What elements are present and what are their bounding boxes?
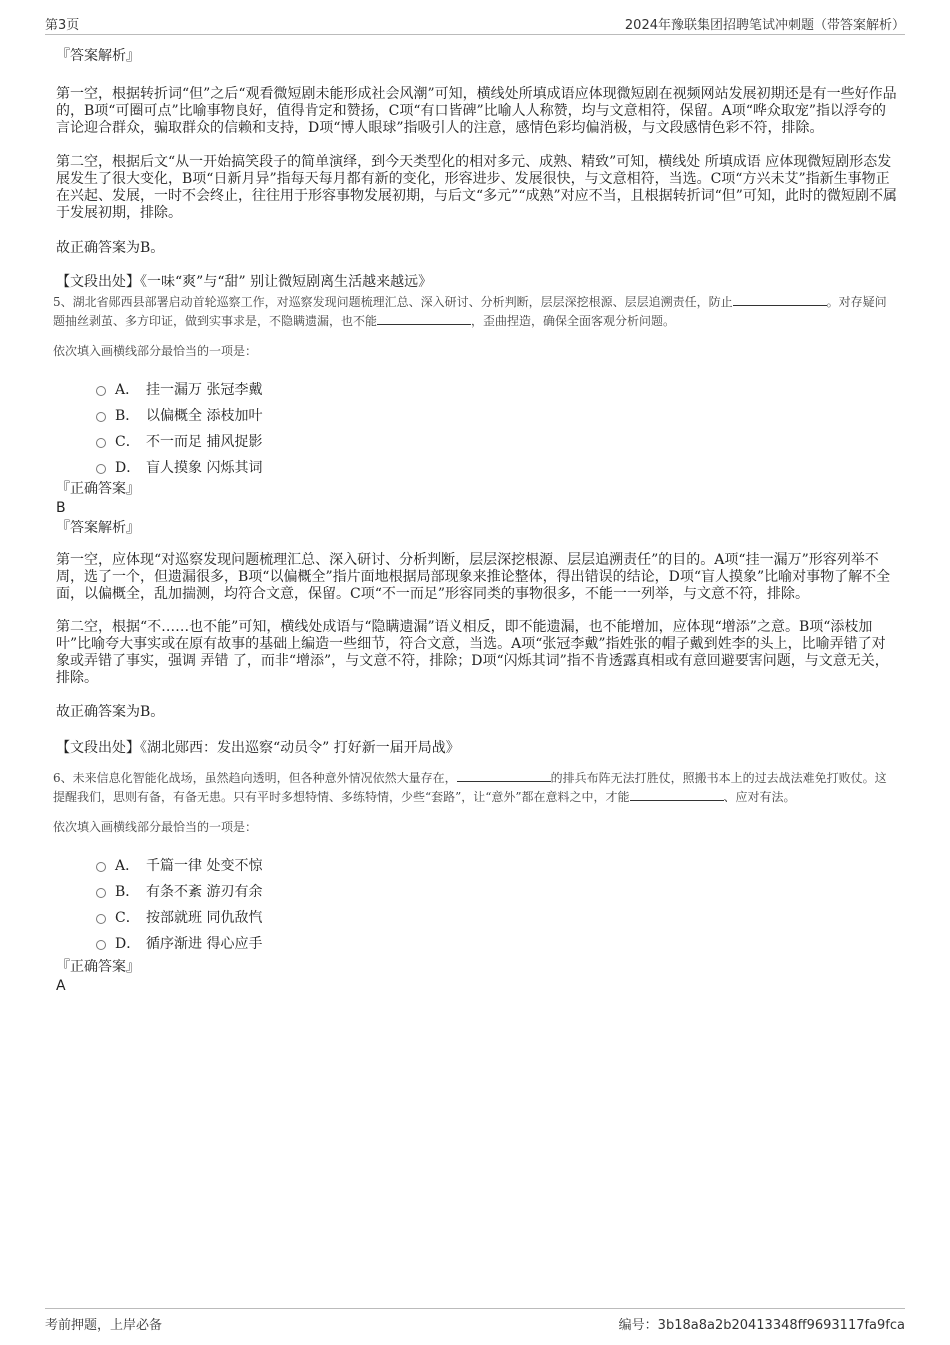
- source-citation: 【文段出处】《湖北郧西：发出巡察“动员令” 打好新一届开局战》: [56, 740, 460, 756]
- page-footer: [45, 1308, 905, 1335]
- option-d[interactable]: D． 盲人摸象 闪烁其词: [96, 455, 898, 481]
- option-b[interactable]: B． 以偏概全 添枝加叶: [96, 403, 898, 429]
- options-list: [56, 853, 898, 957]
- conclusion: 故正确答案为B。: [56, 240, 165, 256]
- answer-blank: [630, 788, 724, 801]
- analysis-paragraph: 第二空，根据“不……也不能”可知，横线处成语与“隐瞒遗漏”语义相反，即不能遗漏，也不能增加，应体现“增添”之意。B项“添枝加叶”比喻夸大事实或在原有故事的基础上编造一些细节，符合文意，当选。A项“张冠李戴”指姓张的帽子戴到姓李的头上，比喻弄错了对象或弄错了事实，强调 弄错 了，而非“增添”，与文意不符，排除；D项“闪烁其词”指不肯透露真相或有意回避要害问题，与文意无关，排除。: [56, 619, 889, 686]
- answer-blank: [733, 293, 827, 306]
- radio-icon[interactable]: [96, 464, 106, 474]
- option-d[interactable]: D． 循序渐进 得心应手: [96, 931, 898, 957]
- option-a[interactable]: A． 千篇一律 处变不惊: [96, 853, 898, 879]
- radio-icon[interactable]: [96, 412, 106, 422]
- option-c[interactable]: C． 不一而足 捕风捉影: [96, 429, 898, 455]
- radio-icon[interactable]: [96, 914, 106, 924]
- radio-icon[interactable]: [96, 888, 106, 898]
- page-number: 第3页: [45, 18, 80, 33]
- radio-icon[interactable]: [96, 940, 106, 950]
- question-prompt: 依次填入画横线部分最恰当的一项是：: [53, 344, 258, 358]
- radio-icon[interactable]: [96, 862, 106, 872]
- analysis-paragraph: 第二空，根据后文“从一开始搞笑段子的简单演绎，到今天类型化的相对多元、成熟、精致”可知，横线处 所填成语 应体现微短剧形态发展发生了很大变化，B项“日新月异”指每天每月都有新的变化，形容进步、发展很快，与文意相符，当选。C项“方兴未艾”指新生事物正在兴起、发展，一时不会终止，往往用于形容事物发展初期，与后文“多元”“成熟”对应不当，且根据转折词“但”可知，此时的微短剧不属于发展初期，排除。: [56, 154, 897, 221]
- option-a[interactable]: A． 挂一漏万 张冠李戴: [96, 377, 898, 403]
- question-prompt: 依次填入画横线部分最恰当的一项是：: [53, 820, 258, 834]
- source-citation: 【文段出处】《一味“爽”与“甜” 别让微短剧离生活越来越远》: [56, 274, 433, 290]
- correct-answer: B: [56, 500, 66, 516]
- options-list: [56, 377, 898, 481]
- question-stem: 5、湖北省郧西县部署启动首轮巡察工作，对巡察发现问题梳理汇总、深入研讨、分析判断，层层深挖根源、层层追溯责任，防止 。对存疑问题抽丝剥茧、多方印证，做到实事求是，不隐瞒遗漏，也不能 ，歪曲捏造，确保全面客观分析问题。: [53, 295, 887, 328]
- analysis-paragraph: 第一空，应体现“对巡察发现问题梳理汇总、深入研讨、分析判断，层层深挖根源、层层追溯责任”的目的。A项“挂一漏万”形容列举不周，选了一个，但遗漏很多，B项“以偏概全”指片面地根据局部现象来推论整体，得出错误的结论，D项“盲人摸象”比喻对事物了解不全面，以偏概全，乱加揣测，均符合文意，保留。C项“不一而足”形容同类的事物很多，不能一一列举，与文意不符，排除。: [56, 552, 891, 602]
- page-header: [45, 14, 905, 35]
- document-title: 2024年豫联集团招聘笔试冲刺题（带答案解析）: [624, 18, 905, 33]
- analysis-paragraph: 第一空，根据转折词“但”之后“观看微短剧未能形成社会风潮”可知，横线处所填成语应体现微短剧在视频网站发展初期还是有一些好作品的，B项“可圈可点”比喻事物良好，值得肯定和赞扬，C项“有口皆碑”比喻人人称赞，均与文意相符，保留。A项“哗众取宠”指以浮夸的言论迎合群众，骗取群众的信赖和支持，D项“博人眼球”指吸引人的注意，感情色彩均偏消极，与文段感情色彩不符，排除。: [56, 86, 897, 136]
- option-b[interactable]: B． 有条不紊 游刃有余: [96, 879, 898, 905]
- answer-blank: [457, 769, 551, 782]
- radio-icon[interactable]: [96, 438, 106, 448]
- option-c[interactable]: C． 按部就班 同仇敌忾: [96, 905, 898, 931]
- document-body: [53, 44, 898, 995]
- footer-slogan: 考前押题，上岸必备: [45, 1318, 163, 1333]
- answer-label: 『正确答案』: [56, 959, 140, 975]
- radio-icon[interactable]: [96, 386, 106, 396]
- analysis-label: 『答案解析』: [56, 520, 140, 536]
- conclusion: 故正确答案为B。: [56, 704, 165, 720]
- correct-answer: A: [56, 978, 66, 994]
- question-stem: 6、未来信息化智能化战场，虽然趋向透明，但各种意外情况依然大量存在， 的排兵布阵无法打胜仗，照搬书本上的过去战法难免打败仗。这提醒我们，思则有备，有备无患。只有平时多想特情、多练特情，少些“套路”，让“意外”都在意料之中，才能 、应对有法。: [53, 771, 887, 804]
- answer-label: 『正确答案』: [56, 481, 140, 497]
- document-id: 编号：3b18a8a2b20413348ff9693117fa9fca: [618, 1318, 905, 1333]
- answer-blank: [377, 312, 471, 325]
- analysis-label: 『答案解析』: [56, 48, 140, 64]
